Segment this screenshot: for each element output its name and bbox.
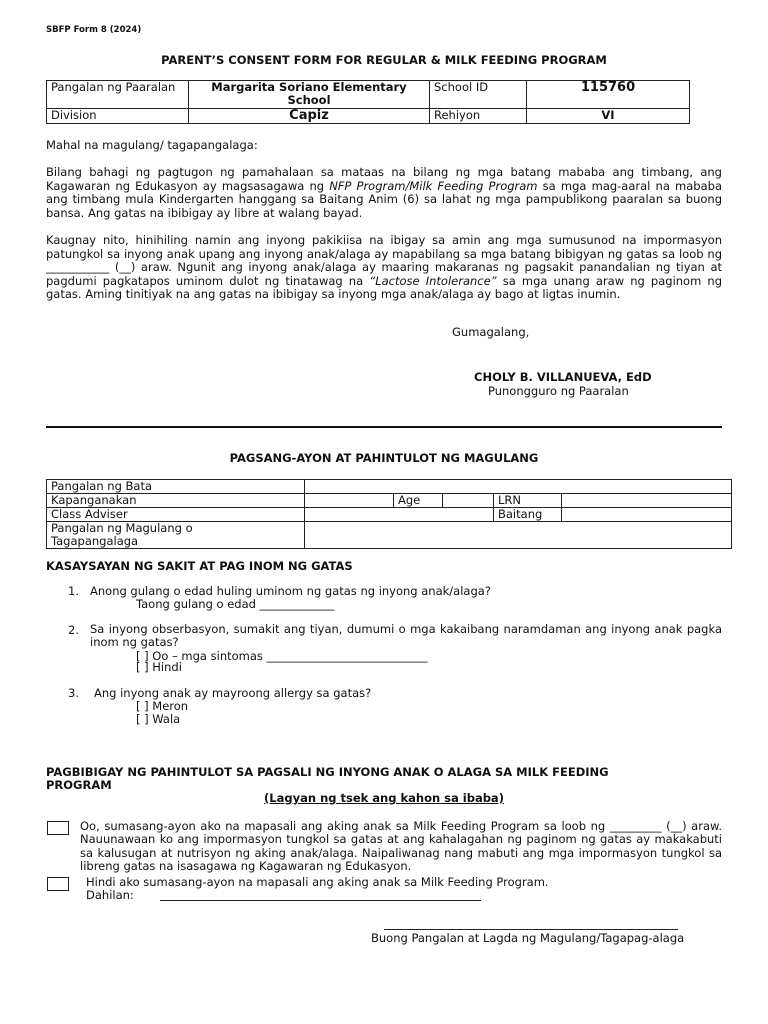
form-code: SBFP Form 8 (2024) <box>46 25 142 35</box>
reason-label: Dahilan: <box>86 888 134 902</box>
birthdate-field[interactable] <box>305 494 394 508</box>
school-name-label: Pangalan ng Paaralan <box>47 81 189 109</box>
permission-instruction: (Lagyan ng tsek ang kahon sa ibaba) <box>264 791 504 805</box>
paragraph-2: Kaugnay nito, hinihiling namin ang inyong pakikiisa na ibigay sa amin ang mga sumusunod na impormasyon patungkol sa inyong anak upang ang inyong anak/alaga ay mapabilang sa mga batang bibigyan ng gatas sa loob ng ___________ (__) araw. Ngunit ang inyong anak/alaga ay maaring makaranas ng pagsakit panandalian ng tiyan at pagdumi pagkatapos uminom dulot ng tinatawag na “Lactose Intolerance” sa mga unang araw ng paginom ng gatas. Aming tinitiyak na ang gatas na ibibigay sa inyong mga anak/alaga ay bago at ligtas inumin. <box>46 233 722 301</box>
grade-label: Baitang <box>494 508 562 521</box>
q2-option-no[interactable]: [ ] Hindi <box>136 660 182 674</box>
grade-field[interactable] <box>562 508 731 521</box>
region-label: Rehiyon <box>430 109 527 124</box>
q2-text: Sa inyong obserbasyon, sumakit ang tiyan, dumumi o mga kakaibang naramdaman ang inyong anak pagka inom ng gatas? <box>90 622 722 649</box>
school-id-label: School ID <box>430 81 527 109</box>
history-heading: KASAYSAYAN NG SAKIT AT PAG INOM NG GATAS <box>46 559 353 573</box>
signatory-name: CHOLY B. VILLANUEVA, EdD <box>474 370 652 384</box>
signature-caption: Buong Pangalan at Lagda ng Magulang/Tagapag-alaga <box>371 931 685 945</box>
disagree-text: Hindi ako sumasang-ayon na mapasali ang aking anak sa Milk Feeding Program. <box>86 875 549 889</box>
agree-text: Oo, sumasang-ayon ako na mapasali ang aking anak sa Milk Feeding Program sa loob ng _________ (__) araw. Nauunawaan ko ang impormasyon tungkol sa gatas at ang kahalagahan ng paginom ng gatas ay makakabuti sa kalusugan at nutrisyon ng aking anak/alaga. Naipaliwanag nang mabuti ang mga impormasyon tungkol sa libreng gatas na isasagawa ng Kagawaran ng Edukasyon. <box>80 819 722 873</box>
q3-option-no[interactable]: [ ] Wala <box>136 712 181 726</box>
q2-option-yes[interactable]: [ ] Oo – mga sintomas ____________________________ <box>136 649 428 663</box>
paragraph-1: Bilang bahagi ng pagtugon ng pamahalaan sa mataas na bilang ng mga batang mababa ang timbang, ang Kagawaran ng Edukasyon ay magsasagawa ng NFP Program/Milk Feeding Program sa mga mag-aaral na mababa ang timbang mula Kindergarten hanggang sa Baitang Anim (6) sa lahat ng mga pampublikong paaralan sa buong bansa. Ang gatas na ibibigay ay libre at walang bayad. <box>46 165 722 220</box>
salutation: Mahal na magulang/ tagapangalaga: <box>46 138 258 152</box>
guardian-field[interactable] <box>305 522 732 549</box>
permission-heading-line1: PAGBIBIGAY NG PAHINTULOT SA PAGSALI NG INYONG ANAK O ALAGA SA MILK FEEDING <box>46 765 609 779</box>
permission-heading-line2: PROGRAM <box>46 778 112 792</box>
q3-option-yes[interactable]: [ ] Meron <box>136 699 189 713</box>
guardian-label: Pangalan ng Magulang o Tagapangalaga <box>47 522 305 549</box>
q3-number: 3. <box>68 686 79 700</box>
q3-text: Ang inyong anak ay mayroong allergy sa gatas? <box>94 686 372 700</box>
q2-number: 2. <box>68 623 79 637</box>
school-info-table <box>46 80 690 124</box>
q1-number: 1. <box>68 584 79 598</box>
closing: Gumagalang, <box>452 325 530 339</box>
form-title: PARENT’S CONSENT FORM FOR REGULAR & MILK FEEDING PROGRAM <box>161 53 607 67</box>
signature-line[interactable] <box>384 929 678 930</box>
birthdate-label: Kapanganakan <box>47 494 305 508</box>
q1-answer: Taong gulang o edad _____________ <box>136 597 335 611</box>
school-id: 115760 <box>527 81 690 109</box>
age-field[interactable] <box>443 494 494 508</box>
signatory-title: Punongguro ng Paaralan <box>488 384 629 398</box>
school-name: Margarita Soriano Elementary School <box>189 81 430 109</box>
division-label: Division <box>47 109 189 124</box>
child-info-table <box>46 479 732 549</box>
consent-heading: PAGSANG-AYON AT PAHINTULOT NG MAGULANG <box>229 451 539 465</box>
age-label: Age <box>394 494 443 508</box>
division-value: Capiz <box>189 109 430 124</box>
region-value: VI <box>527 109 690 124</box>
q1-text: Anong gulang o edad huling uminom ng gatas ng inyong anak/alaga? <box>90 584 491 598</box>
child-name-field[interactable] <box>305 480 732 494</box>
adviser-field[interactable] <box>305 508 494 522</box>
section-divider <box>46 426 722 428</box>
reason-line[interactable] <box>160 900 481 901</box>
disagree-checkbox[interactable] <box>47 877 69 891</box>
agree-checkbox[interactable] <box>47 821 69 835</box>
lrn-field[interactable] <box>562 494 731 507</box>
child-name-label: Pangalan ng Bata <box>47 480 305 494</box>
adviser-label: Class Adviser <box>47 508 305 522</box>
lrn-label: LRN <box>494 494 562 507</box>
